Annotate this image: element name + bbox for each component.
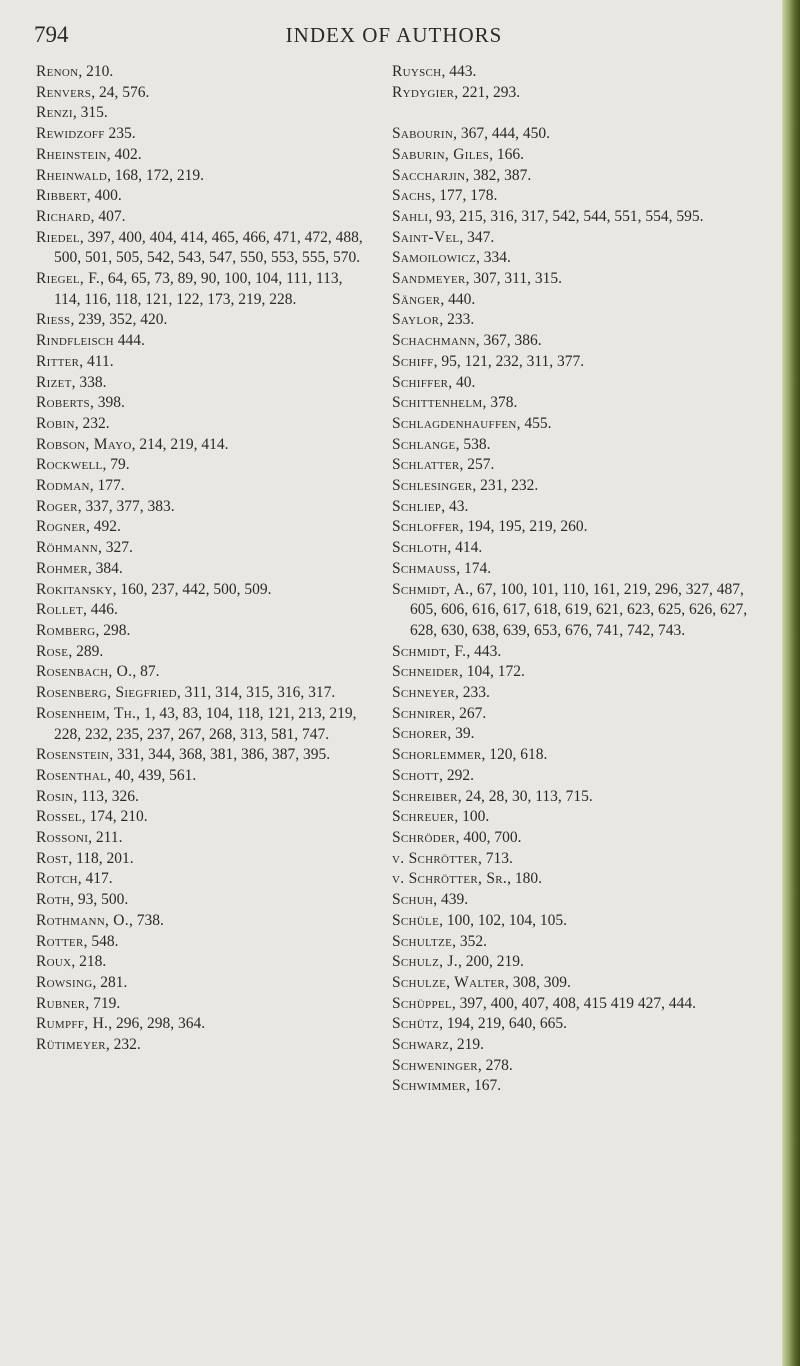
author-name: Roth: [36, 891, 71, 909]
index-entry: [392, 124, 762, 145]
page-references: , 104, 172.: [458, 663, 525, 681]
index-entry: [392, 724, 762, 745]
author-name: Sabourin: [392, 125, 454, 143]
author-name: Rheinstein: [36, 145, 107, 163]
page-references: , 407.: [90, 207, 126, 225]
author-name: Roux: [36, 953, 72, 971]
index-entry: [36, 973, 366, 994]
author-name: Rosenstein: [36, 746, 110, 764]
index-entry: [392, 538, 762, 559]
page-references: , 177, 178.: [431, 187, 498, 205]
page-references: , 87.: [132, 663, 160, 681]
page-references: , 382, 387.: [465, 166, 532, 184]
page-references: , 548.: [83, 932, 119, 950]
index-entry: [36, 766, 366, 787]
index-entry: [36, 849, 366, 870]
index-entry: [36, 186, 366, 207]
page-references: , 713.: [477, 849, 513, 867]
index-entry: [392, 352, 762, 373]
index-entry: [36, 538, 366, 559]
index-entry: [392, 952, 762, 973]
page-references: , 289.: [68, 642, 104, 660]
page-references: , 397, 400, 407, 408, 415 419 427, 444.: [451, 994, 697, 1012]
page-references: , 738.: [128, 911, 164, 929]
index-entry: [36, 207, 366, 228]
author-name: Rokitansky: [36, 580, 113, 598]
page-references: , 167.: [466, 1077, 502, 1095]
page-references: , 39.: [447, 725, 475, 743]
author-name: Rohmer: [36, 559, 88, 577]
index-entry: [392, 145, 762, 166]
author-name: Schlesinger: [392, 477, 473, 495]
index-entry: [392, 1056, 762, 1077]
index-entry: [36, 393, 366, 414]
page-references: , 411.: [79, 352, 114, 370]
author-name: Richard: [36, 207, 91, 225]
page-references: , 292.: [439, 766, 474, 784]
page-references: , 347.: [459, 228, 495, 246]
author-name: Ruysch: [392, 63, 442, 80]
page-references: , 221, 293.: [454, 83, 521, 101]
author-name: Schütz: [392, 1015, 440, 1033]
page-references: , 218.: [71, 953, 107, 971]
page-references: , 443.: [466, 642, 502, 660]
index-entry: [36, 497, 366, 518]
author-name: Schlatter: [392, 456, 460, 474]
author-name: Sahli: [392, 207, 429, 225]
index-entry: [392, 932, 762, 953]
page-references: , 440.: [440, 290, 476, 308]
page-references: , 232.: [74, 414, 110, 432]
page-references: , 95, 121, 232, 311, 377.: [433, 352, 585, 370]
author-name: Rumpff, H.: [36, 1015, 109, 1033]
author-name: Rockwell: [36, 456, 103, 474]
page-references: , 177.: [89, 477, 125, 495]
author-name: Schiff: [392, 352, 434, 370]
author-name: Rotch: [36, 870, 78, 888]
author-name: Schott: [392, 766, 440, 784]
index-entry: [392, 269, 762, 290]
author-name: Schlagdenhauffen: [392, 414, 517, 432]
page-references: , 327.: [97, 539, 133, 557]
index-entry: [392, 228, 762, 249]
author-name: Rewidzoff: [36, 125, 105, 143]
page-references: , 168, 172, 219.: [107, 166, 204, 184]
author-name: Rosin: [36, 787, 74, 805]
author-name: Schnirer: [392, 704, 452, 722]
author-name: Rizet: [36, 373, 72, 391]
page-references: , 120, 618.: [481, 746, 548, 764]
author-name: Renvers: [36, 83, 92, 101]
author-name: Schulz, J.: [392, 953, 458, 971]
index-entry: [392, 704, 762, 725]
page-references: , 211.: [88, 829, 123, 847]
page-references: , 397, 400, 404, 414, 465, 466, 471, 472, 488, 500, 501, 505, 542, 543, 547, 550, 553, 555, 570.: [54, 228, 363, 267]
index-entry: [392, 290, 762, 311]
page-references: , 446.: [82, 601, 118, 619]
index-entry: [36, 745, 366, 766]
author-name: v. Schrötter: [392, 849, 478, 867]
page-references: , 378.: [482, 394, 518, 412]
author-name: Rossel: [36, 808, 82, 826]
page-references: , 402.: [106, 145, 142, 163]
author-name: Rossoni: [36, 829, 89, 847]
index-entry: [36, 310, 366, 331]
index-entry: [392, 186, 762, 207]
page-references: , 315.: [72, 104, 108, 122]
page-references: , 200, 219.: [457, 953, 524, 971]
index-entry: [36, 621, 366, 642]
page-references: , 267.: [451, 704, 487, 722]
index-entry: [392, 683, 762, 704]
index-entry: [392, 580, 762, 642]
index-entry: [36, 124, 366, 145]
page-references: , 337, 377, 383.: [77, 497, 175, 515]
page-references: 444.: [113, 332, 145, 350]
index-entry: [36, 642, 366, 663]
index-entry: [392, 787, 762, 808]
index-entry: [36, 807, 366, 828]
author-name: Sandmeyer: [392, 270, 466, 288]
page-references: , 64, 65, 73, 89, 90, 100, 104, 111, 113, 114, 116, 118, 121, 122, 173, 219, 228.: [54, 270, 343, 308]
author-name: Schloth: [392, 539, 448, 557]
index-entry: [392, 973, 762, 994]
index-entry: [392, 828, 762, 849]
index-entry: [36, 435, 366, 456]
author-name: Rollet: [36, 601, 83, 619]
index-entry: [392, 911, 762, 932]
author-name: Sachs: [392, 187, 432, 205]
author-name: Schreiber: [392, 787, 458, 805]
page-references: , 367, 386.: [475, 332, 542, 350]
index-entry: [392, 414, 762, 435]
index-entry: [36, 414, 366, 435]
page-references: , 100.: [454, 808, 490, 826]
page-references: , 24, 576.: [91, 83, 150, 101]
page-references: , 414.: [447, 539, 483, 557]
page-references: , 43.: [441, 497, 469, 515]
page-number: 794: [34, 22, 69, 47]
page-references: , 338.: [71, 373, 107, 391]
author-name: Roger: [36, 497, 78, 515]
page-edge-shadow: [782, 0, 800, 1366]
index-entry: [392, 849, 762, 870]
author-name: Robin: [36, 414, 75, 432]
page-references: , 233.: [439, 311, 475, 329]
index-entry: [392, 435, 762, 456]
page-references: , 210.: [78, 63, 114, 80]
index-entry: [392, 869, 762, 890]
index-entry: [392, 248, 762, 269]
index-entry: [392, 476, 762, 497]
author-name: Ribbert: [36, 187, 87, 205]
author-name: v. Schrötter, Sr.: [392, 870, 508, 888]
author-name: Schweninger: [392, 1056, 478, 1074]
index-entry: [36, 683, 366, 704]
author-name: Rütimeyer: [36, 1036, 106, 1054]
author-name: Riedel: [36, 228, 80, 246]
author-name: Riess: [36, 311, 71, 329]
index-entry: [36, 662, 366, 683]
page-references: , 93, 500.: [70, 891, 129, 909]
author-name: Schüppel: [392, 994, 452, 1012]
index-entry: [36, 890, 366, 911]
page-references: 235.: [104, 125, 136, 143]
page-references: , 307, 311, 315.: [465, 270, 562, 288]
author-name: Rosenheim, Th.: [36, 704, 137, 722]
index-entry: [392, 497, 762, 518]
author-name: Schlange: [392, 435, 456, 453]
author-name: Renon: [36, 63, 79, 80]
index-entry: [392, 559, 762, 580]
page-references: , 492.: [86, 518, 121, 536]
author-name: Roberts: [36, 394, 90, 412]
author-name: Schiffer: [392, 373, 449, 391]
page-references: , 118, 201.: [68, 849, 134, 867]
index-entry: [392, 310, 762, 331]
index-entry: [392, 890, 762, 911]
author-name: Rost: [36, 849, 69, 867]
page-references: , 93, 215, 316, 317, 542, 544, 551, 554, 595.: [428, 207, 704, 225]
author-name: Rubner: [36, 994, 86, 1012]
page-references: , 174.: [456, 559, 492, 577]
author-name: Schüle: [392, 911, 440, 929]
author-name: Schittenhelm: [392, 394, 483, 412]
index-entry: [392, 331, 762, 352]
page-references: , 719.: [85, 994, 121, 1012]
index-entry: [392, 517, 762, 538]
page-references: , 400, 700.: [455, 829, 522, 846]
page-references: , 160, 237, 442, 500, 509.: [112, 580, 272, 598]
index-entry: [36, 517, 366, 538]
index-entry: [36, 228, 366, 269]
running-title: INDEX OF AUTHORS: [285, 23, 503, 47]
index-entry: [36, 331, 366, 352]
page-references: , 298.: [95, 621, 131, 639]
author-name: Schliep: [392, 497, 442, 515]
index-entry: [36, 869, 366, 890]
author-name: Schwimmer: [392, 1077, 467, 1095]
page-references: , 174, 210.: [81, 808, 148, 826]
author-name: Schorer: [392, 725, 448, 743]
author-name: Schloffer: [392, 518, 460, 536]
page-references: , 334.: [476, 249, 511, 267]
index-entry: [392, 807, 762, 828]
page-references: , 384.: [87, 559, 123, 577]
index-entry: [36, 476, 366, 497]
page-references: , 417.: [77, 870, 113, 888]
index-entry: [36, 352, 366, 373]
page-references: , 40, 439, 561.: [107, 766, 197, 784]
author-name: Schulze, Walter: [392, 973, 506, 991]
page-references: , 239, 352, 420.: [70, 311, 168, 329]
page-references: , 233.: [454, 684, 490, 702]
author-name: Rosenbach, O.: [36, 663, 133, 681]
page-references: , 367, 444, 450.: [453, 125, 551, 143]
page-references: , 352.: [452, 932, 487, 950]
index-entry: [36, 269, 366, 310]
author-name: Schorlemmer: [392, 746, 482, 764]
index-entry: [36, 600, 366, 621]
author-name: Robson, Mayo: [36, 435, 132, 453]
author-name: Schmauss: [392, 559, 457, 577]
author-name: Schachmann: [392, 332, 476, 350]
index-entry: [36, 580, 366, 601]
page-references: , 455.: [516, 414, 552, 432]
author-name: Rogner: [36, 518, 87, 536]
page-references: , 214, 219, 414.: [131, 435, 229, 453]
page-references: , 194, 195, 219, 260.: [459, 518, 588, 536]
page-references: , 278.: [477, 1056, 513, 1074]
page-references: , 231, 232.: [472, 477, 539, 495]
page-references: , 232.: [105, 1036, 141, 1054]
index-entry: [392, 766, 762, 787]
index-entry: [36, 373, 366, 394]
author-name: Rheinwald: [36, 166, 108, 184]
page-references: , 311, 314, 315, 316, 317.: [176, 684, 336, 702]
index-entry: [392, 62, 762, 83]
page-references: , 100, 102, 104, 105.: [439, 911, 567, 929]
page-references: , 79.: [102, 456, 130, 474]
index-entry: [36, 932, 366, 953]
page-references: , 443.: [441, 63, 477, 80]
author-name: Saburin, Giles: [392, 145, 490, 163]
index-entry: [36, 62, 366, 83]
author-name: Rosenthal: [36, 766, 108, 784]
author-name: Rowsing: [36, 973, 93, 991]
page-references: , 24, 28, 30, 113, 715.: [457, 787, 593, 805]
author-name: Saylor: [392, 311, 440, 329]
author-name: Sänger: [392, 290, 441, 308]
author-name: Schmidt, F.: [392, 642, 467, 660]
page-references: , 180.: [507, 870, 542, 888]
page-references: , 219.: [449, 1036, 485, 1054]
author-name: Rose: [36, 642, 69, 660]
author-name: Schultze: [392, 932, 453, 950]
author-name: Schröder: [392, 829, 456, 846]
index-entry: [392, 83, 762, 104]
index-entry: [392, 373, 762, 394]
author-name: Renzi: [36, 104, 73, 122]
page-references: , 67, 100, 101, 110, 161, 219, 296, 327, 487, 605, 606, 616, 617, 618, 619, 621, 623, 625, 626, 627, 628, 630, 638, 639, 653, 676, 741, 742, 743.: [410, 580, 748, 639]
author-name: Romberg: [36, 621, 96, 639]
index-entry: [36, 1035, 366, 1056]
page-header: [34, 22, 754, 52]
index-entry: [36, 83, 366, 104]
index-entry: [392, 1014, 762, 1035]
author-name: Rosenberg, Siegfried: [36, 684, 177, 702]
author-name: Rydygier: [392, 83, 455, 101]
index-entry: [392, 455, 762, 476]
page-references: , 296, 298, 364.: [108, 1015, 206, 1033]
page-references: , 166.: [489, 145, 525, 163]
author-name: Schreuer: [392, 808, 455, 826]
index-entry: [36, 455, 366, 476]
page-references: , 40.: [448, 373, 476, 391]
index-entry: [36, 103, 366, 124]
right-column: [392, 62, 762, 1097]
author-name: Riegel, F.: [36, 270, 101, 288]
index-entry: [392, 1035, 762, 1056]
author-name: Schwarz: [392, 1036, 450, 1054]
index-entry: [392, 207, 762, 228]
page-references: , 400.: [86, 187, 122, 205]
index-entry: [392, 1076, 762, 1097]
author-name: Saint-Vel: [392, 228, 460, 246]
page-references: , 398.: [89, 394, 125, 412]
author-name: Schmidt, A.: [392, 580, 470, 598]
author-name: Rindfleisch: [36, 332, 114, 350]
author-name: Röhmann: [36, 539, 98, 557]
author-name: Schuh: [392, 891, 434, 909]
index-entry: [36, 952, 366, 973]
author-name: Samoilowicz: [392, 249, 477, 267]
page-references: , 257.: [459, 456, 495, 474]
index-entry: [36, 994, 366, 1015]
index-entry: [392, 642, 762, 663]
page-references: , 538.: [455, 435, 491, 453]
index-entry: [36, 704, 366, 745]
index-entry: [36, 911, 366, 932]
index-entry: [36, 145, 366, 166]
index-entry: [392, 662, 762, 683]
author-name: Ritter: [36, 352, 80, 370]
author-name: Rothmann, O.: [36, 911, 129, 929]
page-references: , 331, 344, 368, 381, 386, 387, 395.: [109, 746, 331, 764]
author-name: Rodman: [36, 477, 90, 495]
left-column: [36, 62, 366, 1056]
index-entry: [392, 393, 762, 414]
page-references: , 308, 309.: [505, 973, 571, 991]
page-references: , 281.: [92, 973, 128, 991]
index-entry: [36, 166, 366, 187]
index-entry: [36, 559, 366, 580]
index-entry: [392, 745, 762, 766]
page-references: , 439.: [433, 891, 469, 909]
index-entry: [36, 1014, 366, 1035]
author-name: Rotter: [36, 932, 84, 950]
page-references: , 113, 326.: [73, 787, 139, 805]
page-references: , 1, 43, 83, 104, 118, 121, 213, 219, 228, 232, 235, 237, 267, 268, 313, 581, 747.: [54, 704, 357, 743]
page-references: , 194, 219, 640, 665.: [439, 1015, 567, 1033]
author-name: Saccharjin: [392, 166, 466, 184]
author-name: Schneider: [392, 663, 459, 681]
index-entry: [36, 828, 366, 849]
index-entry: [392, 994, 762, 1015]
author-name: Schneyer: [392, 684, 455, 702]
index-entry: [392, 166, 762, 187]
index-entry: [36, 787, 366, 808]
